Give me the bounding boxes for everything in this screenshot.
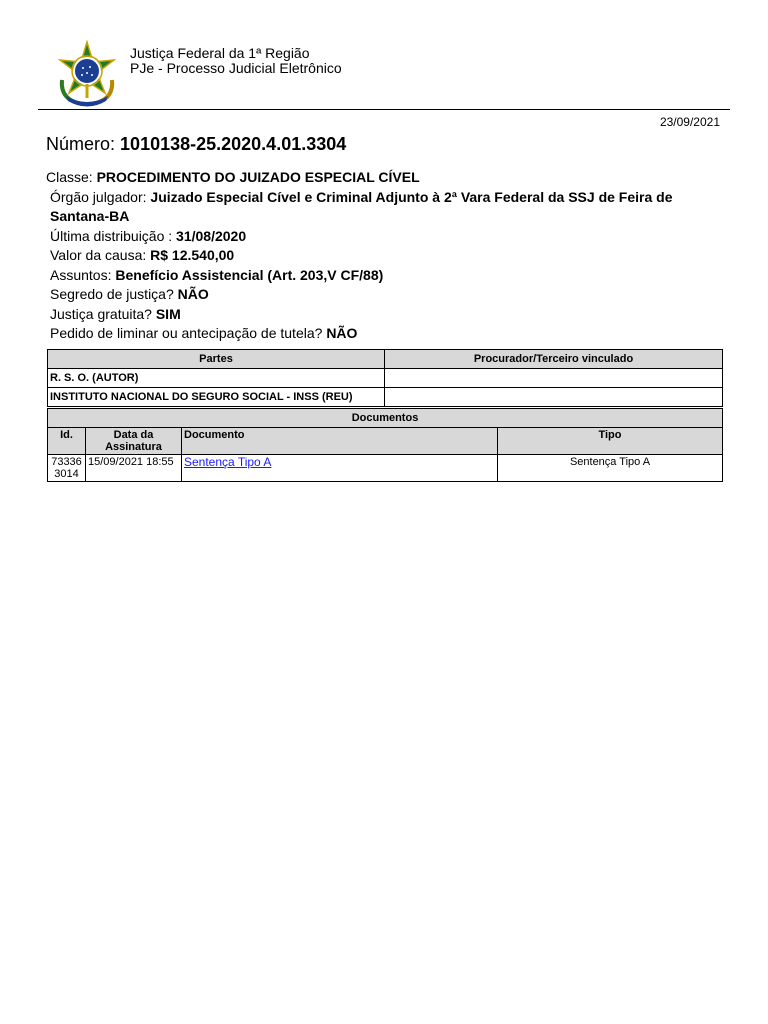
liminar-value: NÃO <box>326 325 358 341</box>
gratuita-value: SIM <box>155 305 181 322</box>
classe-row <box>46 168 726 188</box>
procurador-name <box>385 388 723 407</box>
gratuita-row <box>46 305 726 325</box>
doc-id: 73336 3014 <box>48 455 86 482</box>
distribuicao-row <box>46 227 726 247</box>
assuntos-row <box>46 266 726 286</box>
data-header: Data da Assinatura <box>86 428 182 455</box>
documentos-caption-row <box>48 409 723 428</box>
doc-link[interactable]: Sentença Tipo A <box>184 455 272 469</box>
distribuicao-label: Última distribuição : <box>50 227 173 244</box>
documento-header: Documento <box>182 428 498 455</box>
segredo-row <box>46 285 726 305</box>
header-court-name: Justiça Federal da 1ª Região <box>130 45 310 61</box>
tipo-header: Tipo <box>498 428 723 455</box>
brazil-coat-of-arms-icon <box>52 40 122 110</box>
process-number-value: 1010138-25.2020.4.01.3304 <box>120 134 347 154</box>
distribuicao-value: 31/08/2020 <box>176 227 247 244</box>
documentos-caption: Documentos <box>48 409 723 428</box>
partes-header-row <box>48 350 723 369</box>
process-number <box>46 133 346 155</box>
documentos-header-row <box>48 428 723 455</box>
orgao-label: Órgão julgador: <box>50 188 147 205</box>
header-system-name: PJe - Processo Judicial Eletrônico <box>130 60 342 76</box>
table-row <box>48 369 723 388</box>
header-divider <box>38 109 730 110</box>
parte-name: R. S. O. (AUTOR) <box>48 369 385 388</box>
liminar-row <box>46 324 726 344</box>
valor-label: Valor da causa: <box>50 247 147 263</box>
header-title-block <box>130 46 342 76</box>
classe-value: PROCEDIMENTO DO JUIZADO ESPECIAL CÍVEL <box>96 169 420 185</box>
segredo-value: NÃO <box>177 286 209 302</box>
doc-name-cell <box>182 455 498 482</box>
documentos-table <box>47 408 723 482</box>
print-date: 23/09/2021 <box>659 115 720 129</box>
process-info <box>46 168 726 344</box>
id-header: Id. <box>48 428 86 455</box>
procurador-name <box>385 369 723 388</box>
partes-table <box>47 349 723 407</box>
doc-date: 15/09/2021 18:55 <box>86 455 182 482</box>
orgao-value: Juizado Especial Cível e Criminal Adjunto à 2ª Vara Federal da SSJ de Feira de Santana-BA <box>50 188 673 224</box>
valor-row <box>46 246 726 266</box>
gratuita-label: Justiça gratuita? <box>50 305 152 322</box>
parte-name: INSTITUTO NACIONAL DO SEGURO SOCIAL - INSS (REU) <box>48 388 385 407</box>
orgao-row <box>46 188 726 227</box>
procurador-header: Procurador/Terceiro vinculado <box>385 350 723 369</box>
table-row <box>48 388 723 407</box>
doc-type: Sentença Tipo A <box>498 455 723 482</box>
assuntos-value: Benefício Assistencial (Art. 203,V CF/88) <box>115 266 384 283</box>
classe-label: Classe: <box>46 169 93 185</box>
valor-value: R$ 12.540,00 <box>150 247 235 263</box>
process-number-label: Número: <box>46 134 116 154</box>
partes-header: Partes <box>48 350 385 369</box>
liminar-label: Pedido de liminar ou antecipação de tutela? <box>50 325 323 341</box>
segredo-label: Segredo de justiça? <box>50 286 174 302</box>
assuntos-label: Assuntos: <box>50 266 112 283</box>
table-row <box>48 455 723 482</box>
